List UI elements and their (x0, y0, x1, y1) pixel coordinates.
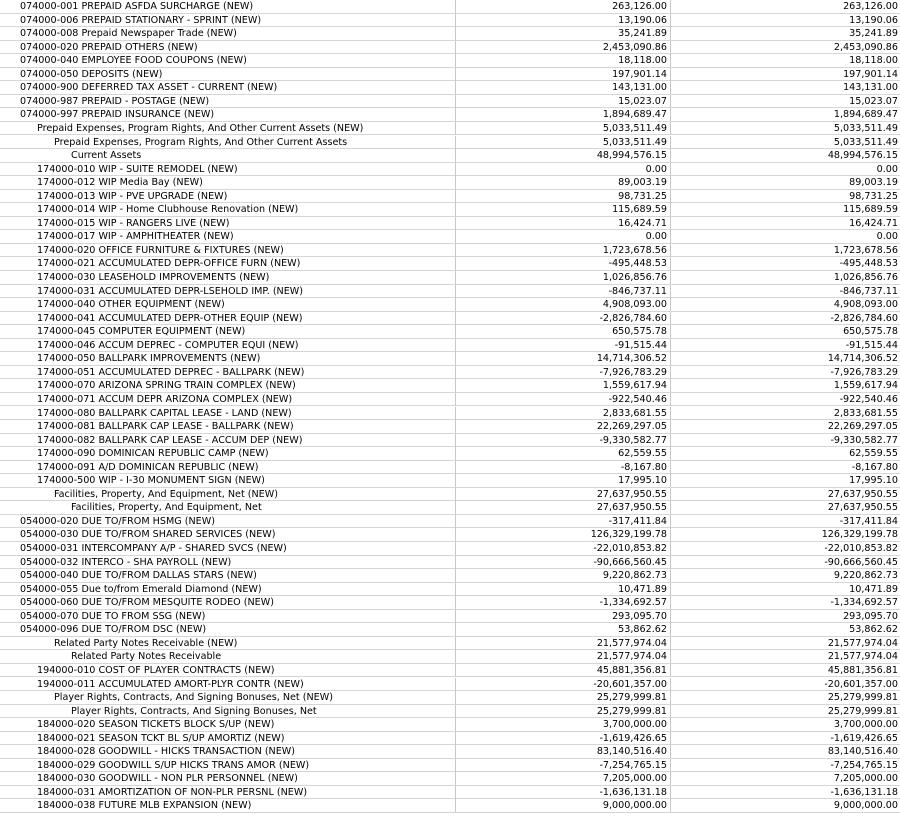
total-cell[interactable]: -90,666,560.45 (824, 556, 898, 568)
total-cell[interactable]: 21,577,974.04 (827, 651, 898, 663)
total-cell[interactable]: -922,540.46 (839, 393, 898, 405)
amount-cell[interactable]: 27,637,950.55 (456, 501, 671, 514)
amount-cell[interactable]: -922,540.46 (456, 393, 671, 406)
table-row[interactable] (0, 447, 900, 461)
total-cell[interactable]: 27,637,950.55 (827, 502, 898, 514)
total-cell[interactable]: -2,826,784.60 (830, 312, 898, 324)
table-row[interactable] (0, 95, 900, 109)
table-row[interactable] (0, 257, 900, 271)
table-row[interactable] (0, 68, 900, 82)
total-cell[interactable]: 1,723,678.56 (833, 244, 898, 256)
total-cell[interactable]: 2,453,090.86 (833, 41, 898, 53)
table-row[interactable] (0, 14, 900, 28)
total-cell[interactable]: 62,559.55 (849, 448, 898, 460)
amount-cell[interactable]: 15,023.07 (456, 95, 671, 108)
total-cell[interactable]: -1,636,131.18 (830, 786, 898, 798)
account-label-cell[interactable]: 184000-021 SEASON TCKT BL S/UP AMORTIZ (NEW) (0, 732, 456, 745)
table-row[interactable] (0, 298, 900, 312)
total-cell[interactable]: 143,131.00 (843, 82, 898, 94)
table-row[interactable] (0, 339, 900, 353)
account-label-cell[interactable]: 194000-010 COST OF PLAYER CONTRACTS (NEW) (0, 664, 456, 677)
amount-cell[interactable]: 1,894,689.47 (456, 108, 671, 121)
total-cell[interactable]: -7,926,783.29 (830, 366, 898, 378)
total-cell[interactable]: 25,279,999.81 (827, 705, 898, 717)
table-row[interactable] (0, 637, 900, 651)
account-label-cell[interactable]: Prepaid Expenses, Program Rights, And Other Current Assets (0, 136, 456, 149)
account-label-cell[interactable]: 174000-013 WIP - PVE UPGRADE (NEW) (0, 190, 456, 203)
total-cell[interactable]: -495,448.53 (839, 258, 898, 270)
table-row[interactable] (0, 271, 900, 285)
account-label-cell[interactable]: 074000-001 PREPAID ASFDA SURCHARGE (NEW) (0, 0, 456, 13)
table-row[interactable] (0, 149, 900, 163)
total-cell[interactable]: -20,601,357.00 (824, 678, 898, 690)
amount-cell[interactable]: 143,131.00 (456, 81, 671, 94)
account-label-cell[interactable]: Prepaid Expenses, Program Rights, And Other Current Assets (NEW) (0, 122, 456, 135)
table-row[interactable] (0, 650, 900, 664)
account-label-cell[interactable]: 074000-987 PREPAID - POSTAGE (NEW) (0, 95, 456, 108)
account-label-cell[interactable]: 184000-020 SEASON TICKETS BLOCK S/UP (NEW) (0, 718, 456, 731)
amount-cell[interactable]: 27,637,950.55 (456, 488, 671, 501)
account-label-cell[interactable]: Facilities, Property, And Equipment, Net (0, 501, 456, 514)
total-cell[interactable]: 650,575.78 (843, 326, 898, 338)
amount-cell[interactable]: -495,448.53 (456, 257, 671, 270)
amount-cell[interactable]: -7,254,765.15 (456, 759, 671, 772)
table-row[interactable] (0, 691, 900, 705)
account-label-cell[interactable]: 174000-082 BALLPARK CAP LEASE - ACCUM DEP (NEW) (0, 434, 456, 447)
total-cell[interactable]: 48,994,576.15 (827, 150, 898, 162)
amount-cell[interactable]: -7,926,783.29 (456, 366, 671, 379)
total-cell[interactable]: 15,023.07 (849, 95, 898, 107)
amount-cell[interactable]: 126,329,199.78 (456, 528, 671, 541)
account-label-cell[interactable]: 174000-090 DOMINICAN REPUBLIC CAMP (NEW) (0, 447, 456, 460)
total-cell[interactable]: 1,894,689.47 (833, 109, 898, 121)
total-cell[interactable]: 10,471.89 (849, 583, 898, 595)
amount-cell[interactable]: -20,601,357.00 (456, 678, 671, 691)
account-label-cell[interactable]: 074000-997 PREPAID INSURANCE (NEW) (0, 108, 456, 121)
amount-cell[interactable]: 25,279,999.81 (456, 691, 671, 704)
account-label-cell[interactable]: 074000-050 DEPOSITS (NEW) (0, 68, 456, 81)
total-cell[interactable]: 0.00 (876, 231, 898, 243)
amount-cell[interactable]: 5,033,511.49 (456, 136, 671, 149)
total-cell[interactable]: 18,118.00 (849, 55, 898, 67)
table-row[interactable] (0, 366, 900, 380)
total-cell[interactable]: 5,033,511.49 (833, 136, 898, 148)
account-label-cell[interactable]: 184000-030 GOODWILL - NON PLR PERSONNEL (NEW) (0, 772, 456, 785)
account-label-cell[interactable]: Player Rights, Contracts, And Signing Bonuses, Net (0, 705, 456, 718)
table-row[interactable] (0, 163, 900, 177)
table-row[interactable] (0, 542, 900, 556)
account-label-cell[interactable]: 184000-038 FUTURE MLB EXPANSION (NEW) (0, 799, 456, 812)
amount-cell[interactable]: 197,901.14 (456, 68, 671, 81)
total-cell[interactable]: 25,279,999.81 (827, 692, 898, 704)
account-label-cell[interactable]: 074000-900 DEFERRED TAX ASSET - CURRENT (NEW) (0, 81, 456, 94)
amount-cell[interactable]: -1,334,692.57 (456, 596, 671, 609)
total-cell[interactable]: -1,619,426.65 (830, 732, 898, 744)
total-cell[interactable]: -317,411.84 (839, 515, 898, 527)
amount-cell[interactable]: -8,167.80 (456, 461, 671, 474)
account-label-cell[interactable]: 174000-015 WIP - RANGERS LIVE (NEW) (0, 217, 456, 230)
table-row[interactable] (0, 515, 900, 529)
table-row[interactable] (0, 759, 900, 773)
table-row[interactable] (0, 230, 900, 244)
table-row[interactable] (0, 325, 900, 339)
table-row[interactable] (0, 732, 900, 746)
account-label-cell[interactable]: 054000-031 INTERCOMPANY A/P - SHARED SVCS (NEW) (0, 542, 456, 555)
total-cell[interactable]: 98,731.25 (849, 190, 898, 202)
account-label-cell[interactable]: 054000-040 DUE TO/FROM DALLAS STARS (NEW) (0, 569, 456, 582)
account-label-cell[interactable]: Player Rights, Contracts, And Signing Bonuses, Net (NEW) (0, 691, 456, 704)
total-cell[interactable]: -7,254,765.15 (830, 759, 898, 771)
account-label-cell[interactable]: 054000-055 Due to/from Emerald Diamond (NEW) (0, 583, 456, 596)
account-label-cell[interactable]: 054000-020 DUE TO/FROM HSMG (NEW) (0, 515, 456, 528)
table-row[interactable] (0, 352, 900, 366)
amount-cell[interactable]: 9,000,000.00 (456, 799, 671, 812)
amount-cell[interactable]: 16,424.71 (456, 217, 671, 230)
total-cell[interactable]: 35,241.89 (849, 28, 898, 40)
amount-cell[interactable]: -22,010,853.82 (456, 542, 671, 555)
amount-cell[interactable]: 45,881,356.81 (456, 664, 671, 677)
table-row[interactable] (0, 407, 900, 421)
table-row[interactable] (0, 678, 900, 692)
table-row[interactable] (0, 393, 900, 407)
amount-cell[interactable]: 2,833,681.55 (456, 407, 671, 420)
account-label-cell[interactable]: Related Party Notes Receivable (NEW) (0, 637, 456, 650)
total-cell[interactable]: 115,689.59 (843, 204, 898, 216)
table-row[interactable] (0, 772, 900, 786)
total-cell[interactable]: 45,881,356.81 (827, 664, 898, 676)
amount-cell[interactable]: 22,269,297.05 (456, 420, 671, 433)
account-label-cell[interactable]: 174000-030 LEASEHOLD IMPROVEMENTS (NEW) (0, 271, 456, 284)
amount-cell[interactable]: 35,241.89 (456, 27, 671, 40)
total-cell[interactable]: 9,220,862.73 (833, 570, 898, 582)
total-cell[interactable]: 17,995.10 (849, 475, 898, 487)
table-row[interactable] (0, 623, 900, 637)
amount-cell[interactable]: 9,220,862.73 (456, 569, 671, 582)
account-label-cell[interactable]: 054000-060 DUE TO/FROM MESQUITE RODEO (NEW) (0, 596, 456, 609)
total-cell[interactable]: 293,095.70 (843, 610, 898, 622)
account-label-cell[interactable]: 074000-008 Prepaid Newspaper Trade (NEW) (0, 27, 456, 40)
account-label-cell[interactable]: 074000-006 PREPAID STATIONARY - SPRINT (NEW) (0, 14, 456, 27)
amount-cell[interactable]: 14,714,306.52 (456, 352, 671, 365)
table-row[interactable] (0, 54, 900, 68)
table-row[interactable] (0, 27, 900, 41)
amount-cell[interactable]: -1,636,131.18 (456, 786, 671, 799)
account-label-cell[interactable]: 054000-096 DUE TO/FROM DSC (NEW) (0, 623, 456, 636)
table-row[interactable] (0, 705, 900, 719)
account-label-cell[interactable]: 174000-021 ACCUMULATED DEPR-OFFICE FURN (NEW) (0, 257, 456, 270)
amount-cell[interactable]: 263,126.00 (456, 0, 671, 13)
account-label-cell[interactable]: 184000-028 GOODWILL - HICKS TRANSACTION (NEW) (0, 745, 456, 758)
table-row[interactable] (0, 379, 900, 393)
table-row[interactable] (0, 474, 900, 488)
table-row[interactable] (0, 434, 900, 448)
account-label-cell[interactable]: 184000-029 GOODWILL S/UP HICKS TRANS AMOR (NEW) (0, 759, 456, 772)
amount-cell[interactable]: 62,559.55 (456, 447, 671, 460)
total-cell[interactable]: 9,000,000.00 (833, 800, 898, 812)
table-row[interactable] (0, 745, 900, 759)
total-cell[interactable]: 21,577,974.04 (827, 637, 898, 649)
table-row[interactable] (0, 203, 900, 217)
table-row[interactable] (0, 122, 900, 136)
total-cell[interactable]: 1,026,856.76 (833, 272, 898, 283)
amount-cell[interactable]: 17,995.10 (456, 474, 671, 487)
amount-cell[interactable]: 25,279,999.81 (456, 705, 671, 718)
account-label-cell[interactable]: 194000-011 ACCUMULATED AMORT-PLYR CONTR (NEW) (0, 678, 456, 691)
account-label-cell[interactable]: 074000-040 EMPLOYEE FOOD COUPONS (NEW) (0, 54, 456, 67)
table-row[interactable] (0, 0, 900, 14)
total-cell[interactable]: -846,737.11 (839, 285, 898, 297)
total-cell[interactable]: 89,003.19 (849, 177, 898, 189)
amount-cell[interactable]: 4,908,093.00 (456, 298, 671, 311)
account-label-cell[interactable]: 174000-500 WIP - I-30 MONUMENT SIGN (NEW) (0, 474, 456, 487)
amount-cell[interactable]: 7,205,000.00 (456, 772, 671, 785)
amount-cell[interactable]: 21,577,974.04 (456, 637, 671, 650)
amount-cell[interactable]: 18,118.00 (456, 54, 671, 67)
total-cell[interactable]: 1,559,617.94 (833, 380, 898, 392)
total-cell[interactable]: 53,862.62 (849, 624, 898, 636)
amount-cell[interactable]: -2,826,784.60 (456, 312, 671, 325)
amount-cell[interactable]: 1,559,617.94 (456, 379, 671, 392)
total-cell[interactable]: 22,269,297.05 (827, 421, 898, 433)
table-row[interactable] (0, 461, 900, 475)
account-label-cell[interactable]: 184000-031 AMORTIZATION OF NON-PLR PERSNL (NEW) (0, 786, 456, 799)
table-row[interactable] (0, 108, 900, 122)
total-cell[interactable]: -9,330,582.77 (830, 434, 898, 446)
total-cell[interactable]: 5,033,511.49 (833, 122, 898, 134)
total-cell[interactable]: 13,190.06 (849, 14, 898, 26)
total-cell[interactable]: 83,140,516.40 (827, 746, 898, 758)
account-label-cell[interactable]: 054000-070 DUE TO FROM SSG (NEW) (0, 610, 456, 623)
account-label-cell[interactable]: 174000-041 ACCUMULATED DEPR-OTHER EQUIP (NEW) (0, 312, 456, 325)
table-row[interactable] (0, 718, 900, 732)
amount-cell[interactable]: 10,471.89 (456, 583, 671, 596)
amount-cell[interactable]: 3,700,000.00 (456, 718, 671, 731)
table-row[interactable] (0, 569, 900, 583)
total-cell[interactable]: 14,714,306.52 (827, 353, 898, 365)
total-cell[interactable]: 16,424.71 (849, 217, 898, 229)
amount-cell[interactable]: 1,723,678.56 (456, 244, 671, 257)
total-cell[interactable]: -1,334,692.57 (830, 597, 898, 609)
account-label-cell[interactable]: 174000-071 ACCUM DEPR ARIZONA COMPLEX (NEW) (0, 393, 456, 406)
account-label-cell[interactable]: 174000-070 ARIZONA SPRING TRAIN COMPLEX (NEW) (0, 379, 456, 392)
account-label-cell[interactable]: Related Party Notes Receivable (0, 650, 456, 663)
table-row[interactable] (0, 528, 900, 542)
table-row[interactable] (0, 799, 900, 813)
account-label-cell[interactable]: 174000-031 ACCUMULATED DEPR-LSEHOLD IMP. (NEW) (0, 285, 456, 298)
amount-cell[interactable]: 1,026,856.76 (456, 271, 671, 284)
account-label-cell[interactable]: 174000-050 BALLPARK IMPROVEMENTS (NEW) (0, 352, 456, 365)
account-label-cell[interactable]: 174000-017 WIP - AMPHITHEATER (NEW) (0, 230, 456, 243)
amount-cell[interactable]: 13,190.06 (456, 14, 671, 27)
table-row[interactable] (0, 488, 900, 502)
table-row[interactable] (0, 41, 900, 55)
total-cell[interactable]: 263,126.00 (843, 1, 898, 12)
account-label-cell[interactable]: 054000-032 INTERCO - SHA PAYROLL (NEW) (0, 556, 456, 569)
account-label-cell[interactable]: 074000-020 PREPAID OTHERS (NEW) (0, 41, 456, 54)
amount-cell[interactable]: 293,095.70 (456, 610, 671, 623)
amount-cell[interactable]: -846,737.11 (456, 285, 671, 298)
table-row[interactable] (0, 81, 900, 95)
total-cell[interactable]: -22,010,853.82 (824, 543, 898, 554)
amount-cell[interactable]: -317,411.84 (456, 515, 671, 528)
table-row[interactable] (0, 190, 900, 204)
table-row[interactable] (0, 136, 900, 150)
account-label-cell[interactable]: 054000-030 DUE TO/FROM SHARED SERVICES (NEW) (0, 528, 456, 541)
amount-cell[interactable]: 53,862.62 (456, 623, 671, 636)
table-row[interactable] (0, 786, 900, 800)
table-row[interactable] (0, 596, 900, 610)
amount-cell[interactable]: 89,003.19 (456, 176, 671, 189)
amount-cell[interactable]: 2,453,090.86 (456, 41, 671, 54)
account-label-cell[interactable]: 174000-014 WIP - Home Clubhouse Renovation (NEW) (0, 203, 456, 216)
table-row[interactable] (0, 217, 900, 231)
amount-cell[interactable]: -90,666,560.45 (456, 556, 671, 569)
total-cell[interactable]: 2,833,681.55 (833, 407, 898, 419)
total-cell[interactable]: 197,901.14 (843, 68, 898, 80)
table-row[interactable] (0, 664, 900, 678)
table-row[interactable] (0, 610, 900, 624)
table-row[interactable] (0, 501, 900, 515)
table-row[interactable] (0, 176, 900, 190)
account-label-cell[interactable]: 174000-046 ACCUM DEPREC - COMPUTER EQUI (NEW) (0, 339, 456, 352)
amount-cell[interactable]: 83,140,516.40 (456, 745, 671, 758)
amount-cell[interactable]: 0.00 (456, 163, 671, 176)
total-cell[interactable]: -91,515.44 (845, 339, 898, 351)
amount-cell[interactable]: 48,994,576.15 (456, 149, 671, 162)
total-cell[interactable]: 27,637,950.55 (827, 488, 898, 500)
total-cell[interactable]: 3,700,000.00 (833, 719, 898, 731)
amount-cell[interactable]: -91,515.44 (456, 339, 671, 352)
total-cell[interactable]: 126,329,199.78 (821, 529, 898, 541)
account-label-cell[interactable]: 174000-091 A/D DOMINICAN REPUBLIC (NEW) (0, 461, 456, 474)
total-cell[interactable]: 0.00 (876, 163, 898, 175)
amount-cell[interactable]: -1,619,426.65 (456, 732, 671, 745)
account-label-cell[interactable]: 174000-051 ACCUMULATED DEPREC - BALLPARK (NEW) (0, 366, 456, 379)
account-label-cell[interactable]: 174000-045 COMPUTER EQUIPMENT (NEW) (0, 325, 456, 338)
account-label-cell[interactable]: 174000-012 WIP Media Bay (NEW) (0, 176, 456, 189)
account-label-cell[interactable]: Current Assets (0, 149, 456, 162)
amount-cell[interactable]: 115,689.59 (456, 203, 671, 216)
total-cell[interactable]: -8,167.80 (851, 461, 898, 473)
account-label-cell[interactable]: 174000-040 OTHER EQUIPMENT (NEW) (0, 298, 456, 311)
amount-cell[interactable]: 21,577,974.04 (456, 650, 671, 663)
table-row[interactable] (0, 312, 900, 326)
total-cell[interactable]: 7,205,000.00 (833, 773, 898, 785)
amount-cell[interactable]: 98,731.25 (456, 190, 671, 203)
table-row[interactable] (0, 583, 900, 597)
account-label-cell[interactable]: 174000-080 BALLPARK CAPITAL LEASE - LAND (NEW) (0, 407, 456, 420)
amount-cell[interactable]: 650,575.78 (456, 325, 671, 338)
table-row[interactable] (0, 420, 900, 434)
amount-cell[interactable]: -9,330,582.77 (456, 434, 671, 447)
amount-cell[interactable]: 0.00 (456, 230, 671, 243)
total-cell[interactable]: 4,908,093.00 (833, 299, 898, 311)
table-row[interactable] (0, 244, 900, 258)
table-row[interactable] (0, 556, 900, 570)
account-label-cell[interactable]: 174000-020 OFFICE FURNITURE & FIXTURES (NEW) (0, 244, 456, 257)
account-label-cell[interactable]: Facilities, Property, And Equipment, Net (NEW) (0, 488, 456, 501)
account-label-cell[interactable]: 174000-010 WIP - SUITE REMODEL (NEW) (0, 163, 456, 176)
table-row[interactable] (0, 285, 900, 299)
account-label-cell[interactable]: 174000-081 BALLPARK CAP LEASE - BALLPARK (NEW) (0, 420, 456, 433)
amount-cell[interactable]: 5,033,511.49 (456, 122, 671, 135)
